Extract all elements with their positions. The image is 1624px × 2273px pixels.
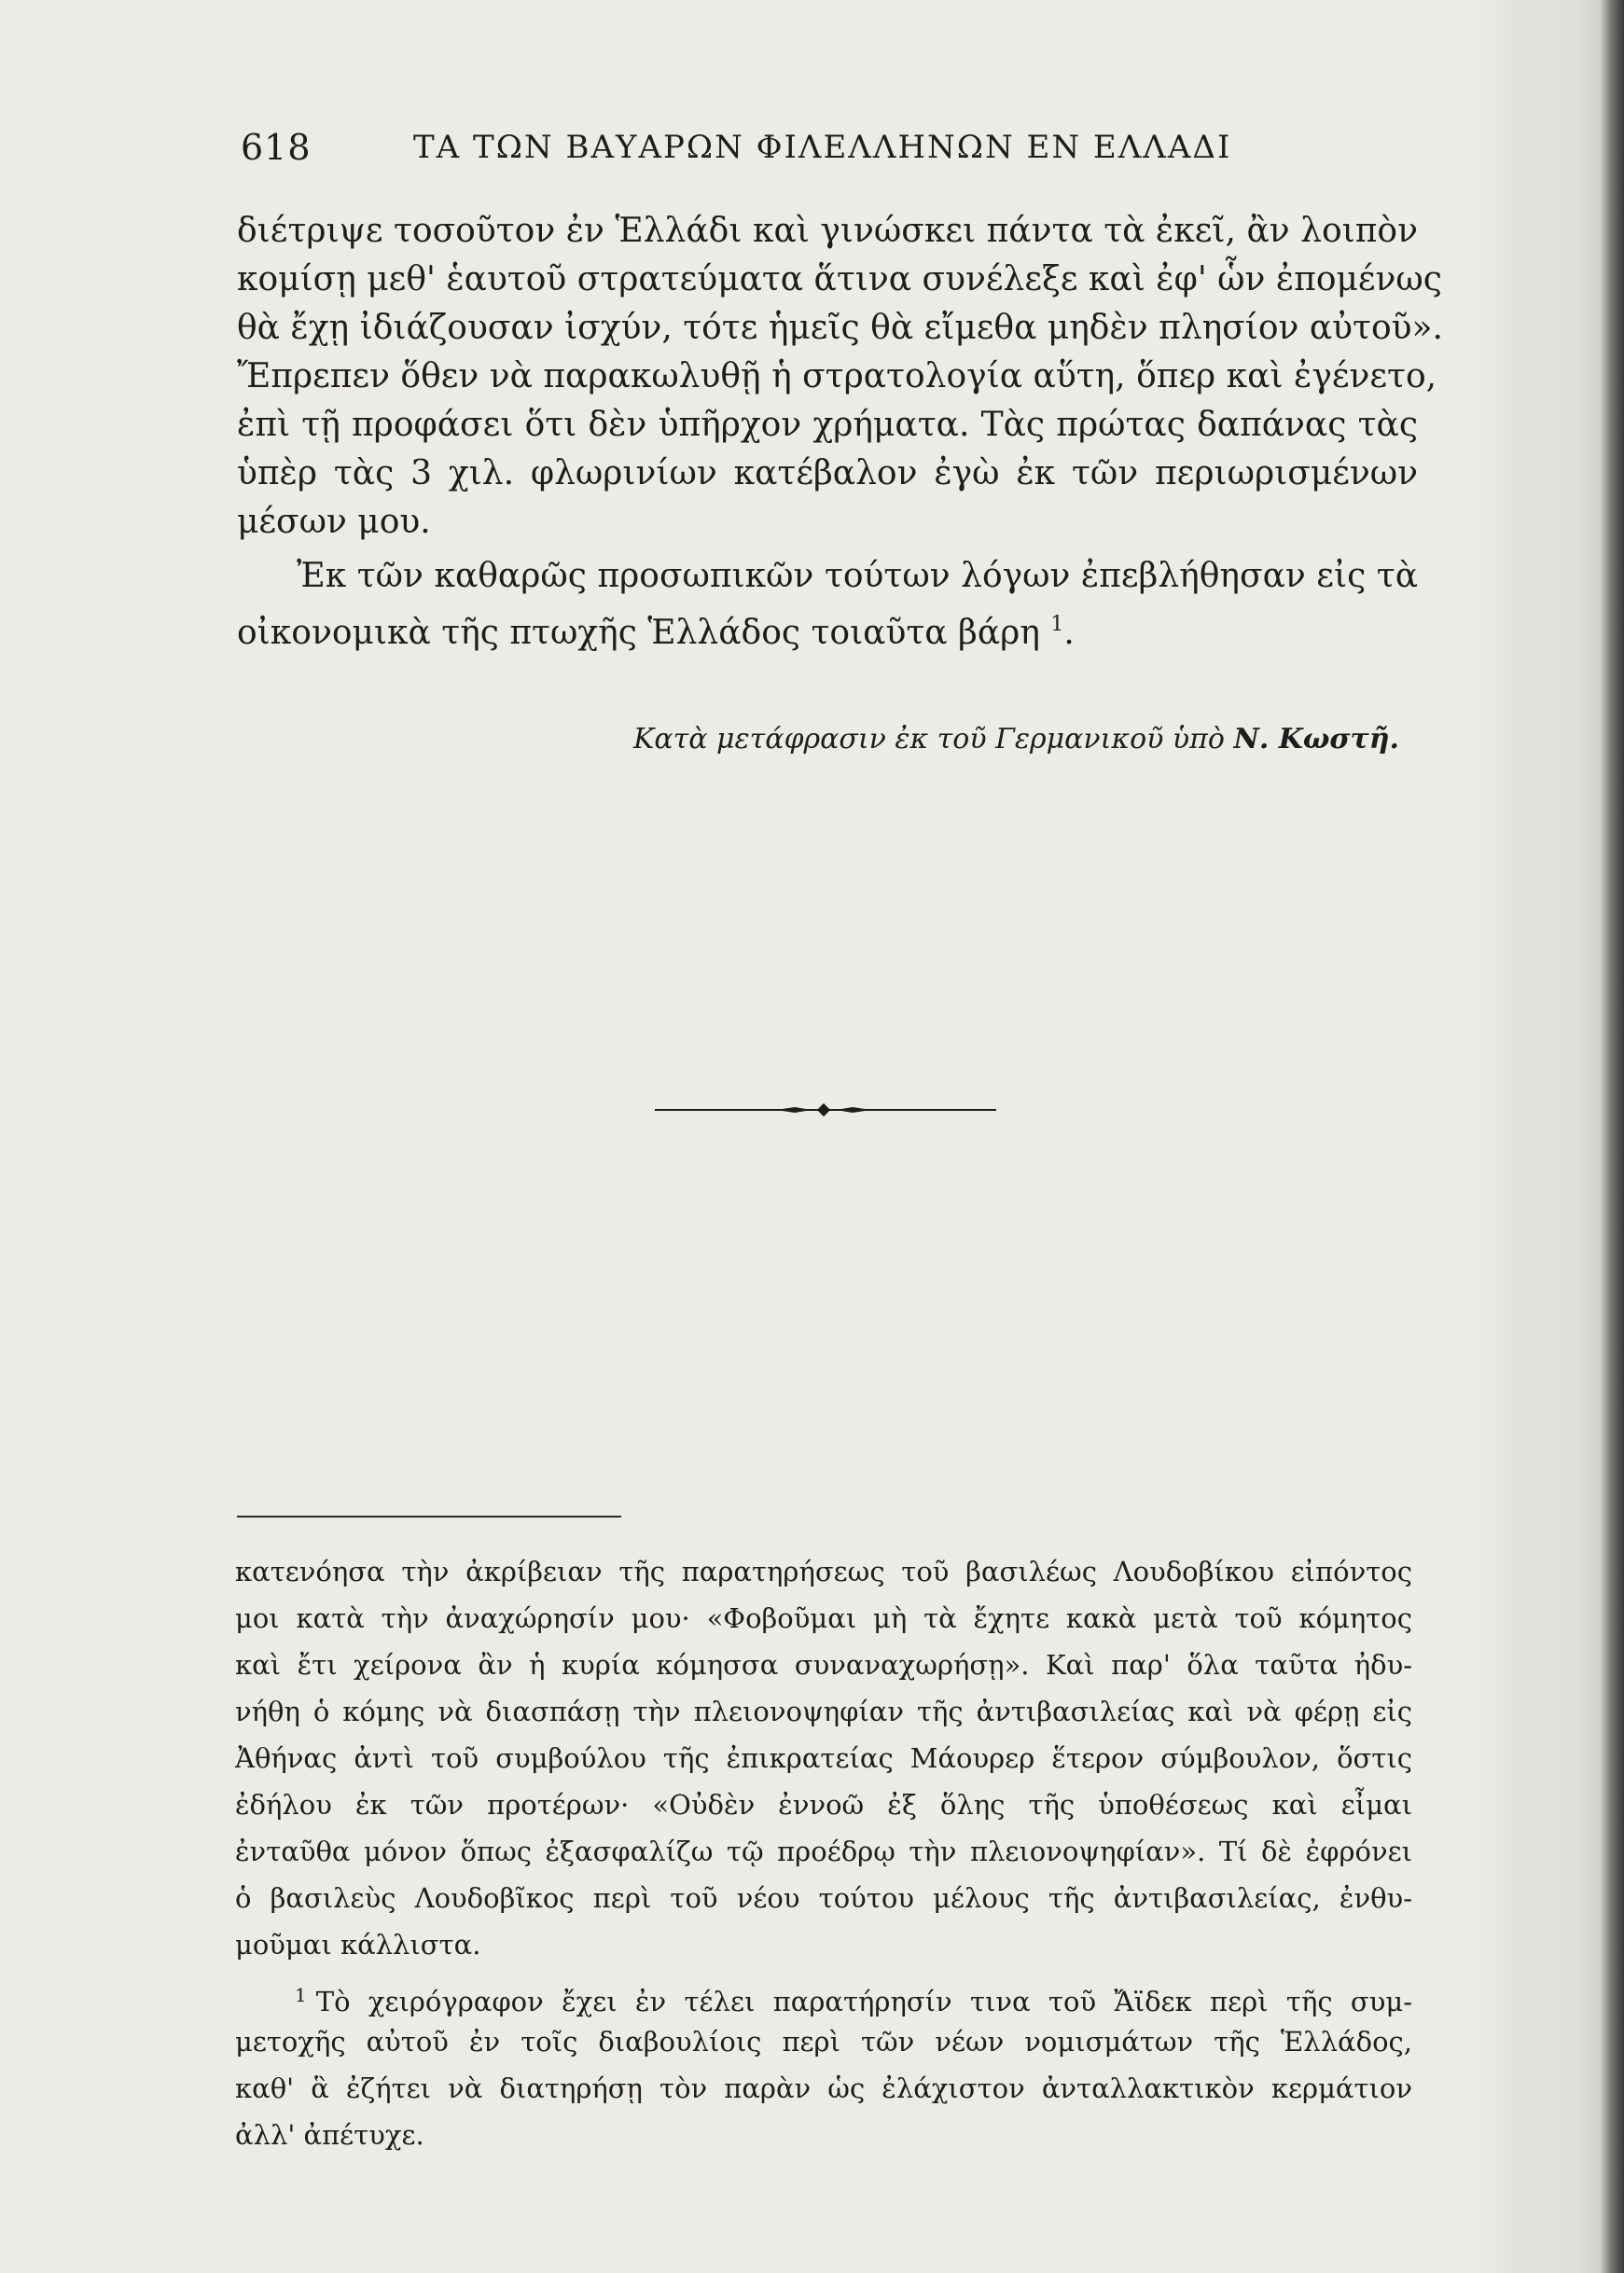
page-edge <box>1514 0 1624 2273</box>
footnote-line: ἐδήλου ἐκ τῶν προτέρων· «Οὐδὲν ἐννοῶ ἐξ ὅλης τῆς ὑποθέσεως καὶ εἶμαι <box>235 1789 1412 1821</box>
running-header <box>241 127 1397 183</box>
section-end-ornament <box>655 1101 996 1119</box>
footnote-1-first-line <box>235 1972 1412 2018</box>
translator-credit <box>616 723 1399 755</box>
footnote-line: μετοχῆς αὐτοῦ ἐν τοῖς διαβουλίοις περὶ τῶν νέων νομισμάτων τῆς Ἑλλάδος, <box>235 2026 1412 2058</box>
body-line-text: οἰκονομικὰ τῆς πτωχῆς Ἑλλάδος τοιαῦτα βάρη <box>237 614 1040 652</box>
translator-name: Ν. Κωστῆ. <box>1233 723 1399 755</box>
page-number: 618 <box>241 127 312 168</box>
body-line: ὑπὲρ τὰς 3 χιλ. φλωρινίων κατέβαλον ἐγὼ ἐκ τῶν περιωρισμένων <box>237 454 1418 492</box>
translator-prefix: Κατὰ μετάφρασιν ἐκ τοῦ Γερμανικοῦ ὑπὸ <box>632 723 1225 755</box>
footnote-line: νήθη ὁ κόμης νὰ διασπάσῃ τὴν πλειονοψηφίαν τῆς ἀντιβασιλείας καὶ νὰ φέρῃ εἰς <box>235 1696 1412 1727</box>
footnote-line: μοῦμαι κάλλιστα. <box>235 1929 481 1961</box>
sentence-end: . <box>1063 614 1075 652</box>
running-title: ΤΑ ΤΩΝ ΒΑΥΑΡΩΝ ΦΙΛΕΛΛΗΝΩΝ ΕΝ ΕΛΛΑΔΙ <box>413 129 1232 166</box>
footnote-line-text: Τὸ χειρόγραφον ἔχει ἐν τέλει παρατήρησίν τινα τοῦ Ἄϊδεκ περὶ τῆς συμ- <box>315 1986 1412 2017</box>
body-line-with-reference <box>237 601 1418 652</box>
footnote-rule <box>237 1516 621 1518</box>
footnote-line: κατενόησα τὴν ἀκρίβειαν τῆς παρατηρήσεως τοῦ βασιλέως Λουδοβίκου εἰπόντος <box>235 1556 1412 1587</box>
footnote-line: καὶ ἔτι χείρονα ἂν ἡ κυρία κόμησσα συναναχωρήσῃ». Καὶ παρ' ὅλα ταῦτα ἠδυ- <box>235 1649 1412 1681</box>
body-line: θὰ ἔχῃ ἰδιάζουσαν ἰσχύν, τότε ἡμεῖς θὰ εἴμεθα μηδὲν πλησίον αὐτοῦ». <box>237 309 1443 347</box>
footnote-line: ἀλλ' ἀπέτυχε. <box>235 2119 424 2151</box>
footnote-line: ἐνταῦθα μόνον ὅπως ἐξασφαλίζω τῷ προέδρῳ τὴν πλειονοψηφίαν». Τί δὲ ἐφρόνει <box>235 1836 1412 1867</box>
footnote-line: Ἀθήνας ἀντὶ τοῦ συμβούλου τῆς ἐπικρατείας Μάουρερ ἕτερον σύμβουλον, ὅστις <box>235 1742 1412 1774</box>
page-gutter-shadow <box>1477 0 1514 2273</box>
body-text <box>237 207 1443 652</box>
body-line: κομίσῃ μεθ' ἑαυτοῦ στρατεύματα ἅτινα συνέλεξε καὶ ἐφ' ὧν ἐπομένως <box>237 260 1442 298</box>
footnote-line: καθ' ἃ ἐζήτει νὰ διατηρήσῃ τὸν παρὰν ὡς ἐλάχιστον ἀνταλλακτικὸν κερμάτιον <box>235 2072 1412 2104</box>
footnote-marker: 1 <box>295 1984 307 2006</box>
body-line: Ἔπρεπεν ὅθεν νὰ παρακωλυθῇ ἡ στρατολογία αὕτη, ὅπερ καὶ ἐγένετο, <box>237 357 1437 395</box>
footnote-line: ὁ βασιλεὺς Λουδοβῖκος περὶ τοῦ νέου τούτου μέλους τῆς ἀντιβασιλείας, ἐνθυ- <box>235 1882 1412 1914</box>
body-line: διέτριψε τοσοῦτον ἐν Ἑλλάδι καὶ γινώσκει πάντα τὰ ἐκεῖ, ἂν λοιπὸν <box>237 212 1418 250</box>
body-line: μέσων μου. <box>237 503 431 541</box>
footnotes <box>235 1548 1412 2158</box>
body-line: Ἐκ τῶν καθαρῶς προσωπικῶν τούτων λόγων ἐπεβλήθησαν εἰς τὰ <box>297 557 1418 595</box>
footnote-line: μοι κατὰ τὴν ἀναχώρησίν μου· «Φοβοῦμαι μὴ τὰ ἔχητε κακὰ μετὰ τοῦ κόμητος <box>235 1602 1412 1634</box>
body-line: ἐπὶ τῇ προφάσει ὅτι δὲν ὑπῆρχον χρήματα. Τὰς πρώτας δαπάνας τὰς <box>237 406 1418 444</box>
footnote-reference: 1 <box>1050 613 1064 636</box>
